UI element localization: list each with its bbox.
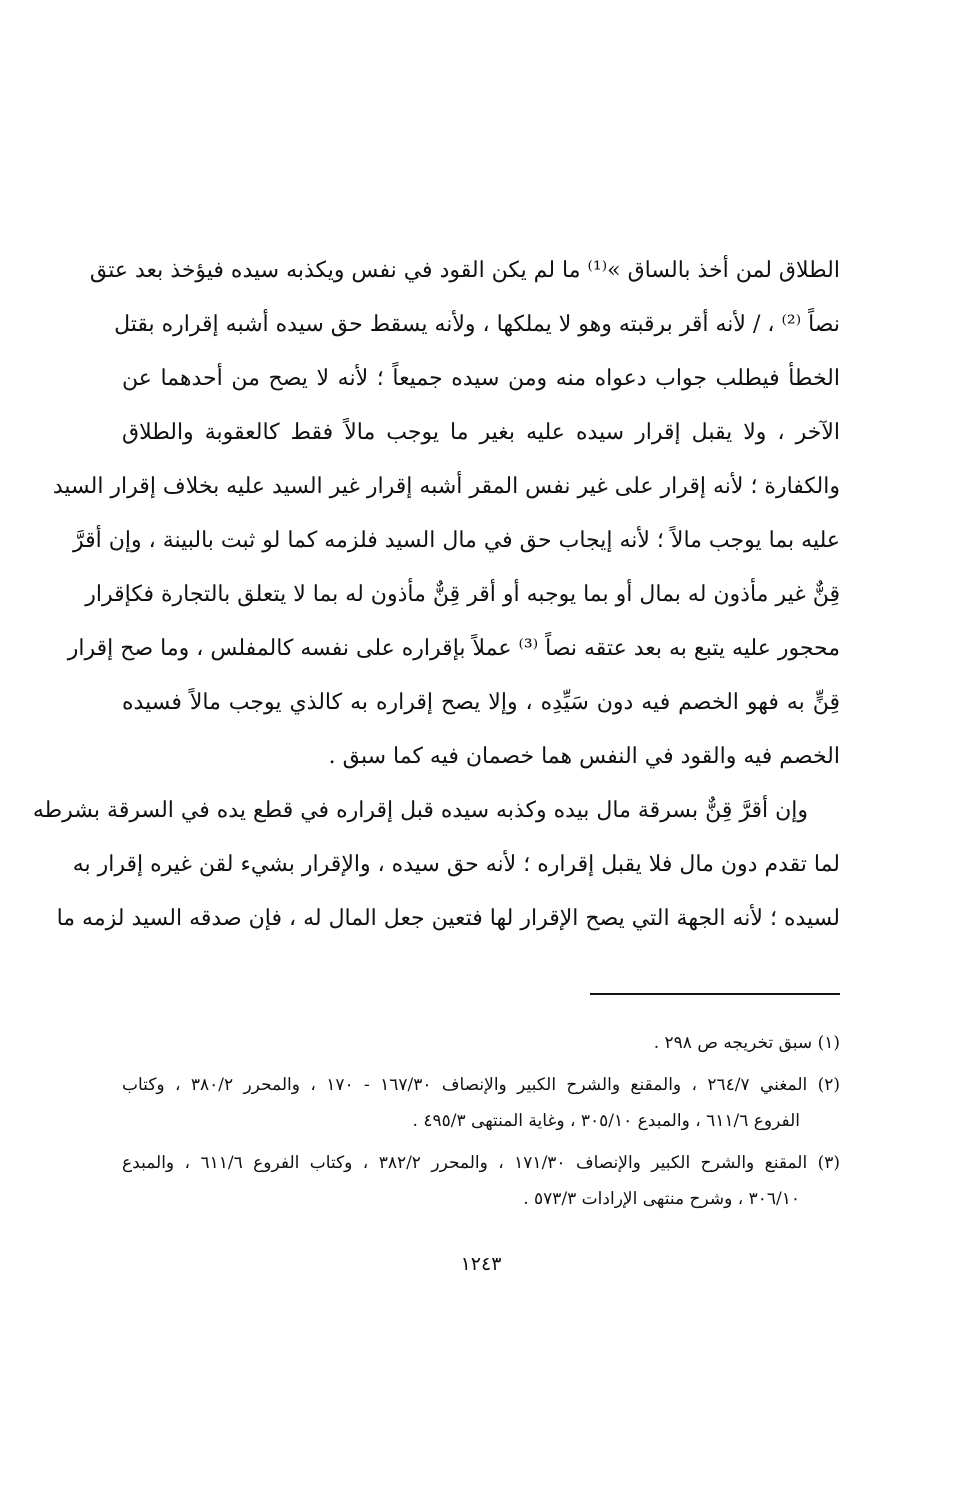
- text-line: نصاً ⁽²⁾ ، / لأنه أقر برقبته وهو لا يملكها ، ولأنه يسقط حق سيده أشبه إقراره بقتل: [114, 312, 840, 337]
- text-line: لما تقدم دون مال فلا يقبل إقراره ؛ لأنه حق سيده ، والإقرار بشيء لقن غيره إقرار به: [72, 852, 840, 877]
- text-line: لسيده ؛ لأنه الجهة التي يصح الإقرار لها فتعين جعل المال له ، فإن صدقه السيد لزمه ما: [56, 906, 840, 931]
- footnote-line: (١) سبق تخريجه ص ٢٩٨ .: [653, 1033, 840, 1053]
- footnote-line: الفروع ٦١١/٦ ، والمبدع ٣٠٥/١٠ ، وغاية المنتهى ٤٩٥/٣ .: [412, 1111, 800, 1131]
- text-line: الخصم فيه والقود في النفس هما خصمان فيه كما سبق .: [328, 744, 840, 769]
- page-number: ١٢٤٣: [460, 1253, 502, 1275]
- footnotes: [122, 1025, 840, 1223]
- footnote-line: (٣) المقنع والشرح الكبير والإنصاف ١٧١/٣٠ ، والمحرر ٣٨٢/٢ ، وكتاب الفروع ٦١١/٦ ، والمبدع: [122, 1153, 840, 1173]
- text-line: الطلاق لمن أخذ بالساق »⁽¹⁾ ما لم يكن القود في نفس ويكذبه سيده فيؤخذ بعد عتق: [89, 258, 840, 283]
- footnote-line: ٣٠٦/١٠ ، وشرح منتهى الإرادات ٥٧٣/٣ .: [523, 1189, 800, 1209]
- text-line: الآخر ، ولا يقبل إقرار سيده عليه بغير ما يوجب مالاً فقط كالعقوبة والطلاق: [122, 420, 840, 445]
- footnote-3: [122, 1145, 840, 1217]
- footnote-2: [122, 1067, 840, 1139]
- text-line: الخطأ فيطلب جواب دعواه منه ومن سيده جميعاً ؛ لأنه لا يصح من أحدهما عن: [122, 366, 840, 391]
- footnote-separator: [590, 993, 840, 995]
- text-line: قِنٌّ غير مأذون له بمال أو بما يوجبه أو أقر قِنٌّ مأذون له بما لا يتعلق بالتجارة فكإقرار: [85, 582, 840, 607]
- text-line: محجور عليه يتبع به بعد عتقه نصاً ⁽³⁾ عملاً بإقراره على نفسه كالمفلس ، وما صح إقرار: [67, 636, 840, 661]
- footnote-1: [122, 1025, 840, 1061]
- text-line: قِنٍّ به فهو الخصم فيه دون سَيِّدِه ، وإلا يصح إقراره به كالذي يوجب مالاً فسيده: [122, 690, 840, 715]
- text-line: وإن أقرَّ قِنٌّ بسرقة مال بيده وكذبه سيده قبل إقراره في قطع يده في السرقة بشرطه: [32, 798, 808, 823]
- text-line: عليه بما يوجب مالاً ؛ لأنه إيجاب حق في مال السيد فلزمه كما لو ثبت بالبينة ، وإن أقرَّ: [72, 528, 840, 553]
- main-text: [32, 244, 840, 946]
- text-line: والكفارة ؛ لأنه إقرار على غير نفس المقر أشبه إقرار غير السيد عليه بخلاف إقرار السيد: [52, 474, 840, 499]
- footnote-line: (٢) المغني ٢٦٤/٧ ، والمقنع والشرح الكبير والإنصاف ١٦٧/٣٠ - ١٧٠ ، والمحرر ٣٨٠/٢ ، وكتاب: [122, 1075, 841, 1095]
